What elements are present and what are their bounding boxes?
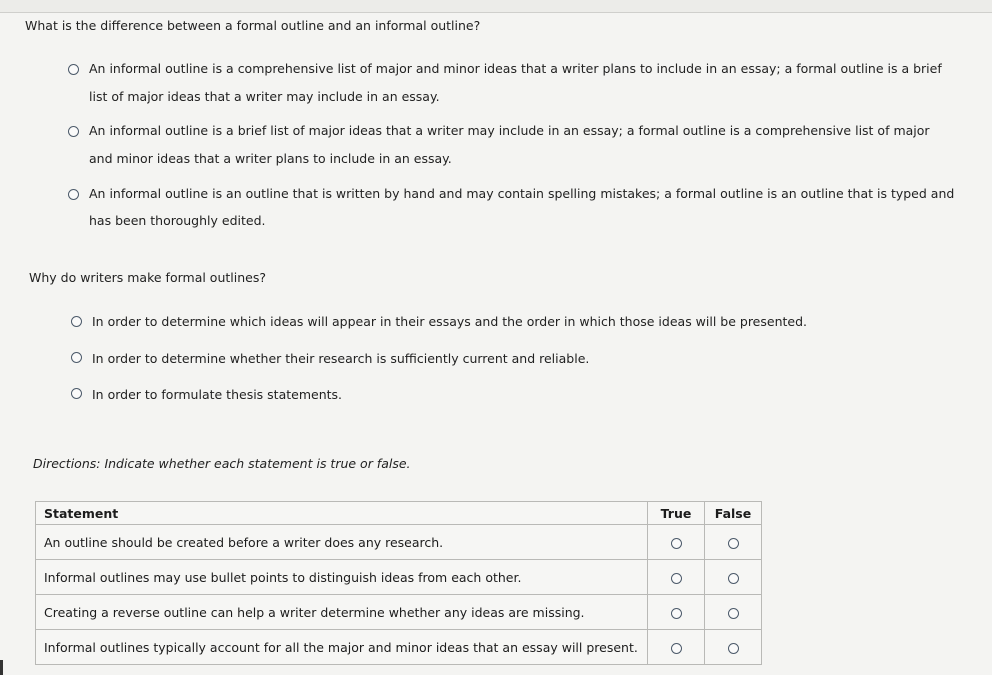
statement-text: An outline should be created before a writer does any research. <box>36 525 648 560</box>
option-text-line: list of major ideas that a writer may include in an essay. <box>89 89 440 104</box>
true-radio[interactable] <box>671 643 682 654</box>
option-text: In order to determine which ideas will appear in their essays and the order in which those ideas will be presented. <box>92 314 808 329</box>
false-header: False <box>705 502 762 525</box>
radio-button[interactable] <box>68 189 79 200</box>
table-header-row <box>36 502 762 525</box>
radio-button[interactable] <box>68 64 79 75</box>
radio-button[interactable] <box>68 126 79 137</box>
true-cell <box>648 560 705 595</box>
true-cell <box>648 630 705 665</box>
table-row <box>36 560 762 595</box>
true-cell <box>648 595 705 630</box>
false-cell <box>705 630 762 665</box>
statement-text: Informal outlines may use bullet points to distinguish ideas from each other. <box>36 560 648 595</box>
radio-button[interactable] <box>71 388 82 399</box>
false-cell <box>705 595 762 630</box>
option-text-line: An informal outline is an outline that is written by hand and may contain spelling mistakes; a formal outline is an outline that is typed and <box>89 186 955 201</box>
option-text: In order to determine whether their research is sufficiently current and reliable. <box>92 351 590 366</box>
question-2-title: Why do writers make formal outlines? <box>29 270 266 285</box>
true-radio[interactable] <box>671 573 682 584</box>
table-row <box>36 525 762 560</box>
table-row <box>36 630 762 665</box>
option-text-line: and minor ideas that a writer plans to include in an essay. <box>89 151 452 166</box>
option-text-line: has been thoroughly edited. <box>89 213 266 228</box>
true-cell <box>648 525 705 560</box>
false-cell <box>705 525 762 560</box>
false-radio[interactable] <box>728 538 739 549</box>
option-text-line: An informal outline is a comprehensive list of major and minor ideas that a writer plans to include in an essay; a formal outline is a brief <box>89 61 942 76</box>
option-text: In order to formulate thesis statements. <box>92 387 342 402</box>
true-radio[interactable] <box>671 538 682 549</box>
radio-button[interactable] <box>71 316 82 327</box>
cropped-top-bar <box>0 0 992 13</box>
table-row <box>36 595 762 630</box>
statement-header: Statement <box>36 502 648 525</box>
radio-button[interactable] <box>71 352 82 363</box>
false-radio[interactable] <box>728 643 739 654</box>
option-text-line: An informal outline is a brief list of major ideas that a writer may include in an essay; a formal outline is a comprehensive list of major <box>89 123 930 138</box>
false-radio[interactable] <box>728 608 739 619</box>
directions-text: Directions: Indicate whether each statement is true or false. <box>33 456 411 471</box>
true-header: True <box>648 502 705 525</box>
false-cell <box>705 560 762 595</box>
true-radio[interactable] <box>671 608 682 619</box>
statement-text: Creating a reverse outline can help a writer determine whether any ideas are missing. <box>36 595 648 630</box>
true-false-table <box>35 501 762 665</box>
statement-text: Informal outlines typically account for all the major and minor ideas that an essay will present. <box>36 630 648 665</box>
left-edge-mark <box>0 660 3 675</box>
false-radio[interactable] <box>728 573 739 584</box>
question-1-title: What is the difference between a formal outline and an informal outline? <box>25 18 481 33</box>
